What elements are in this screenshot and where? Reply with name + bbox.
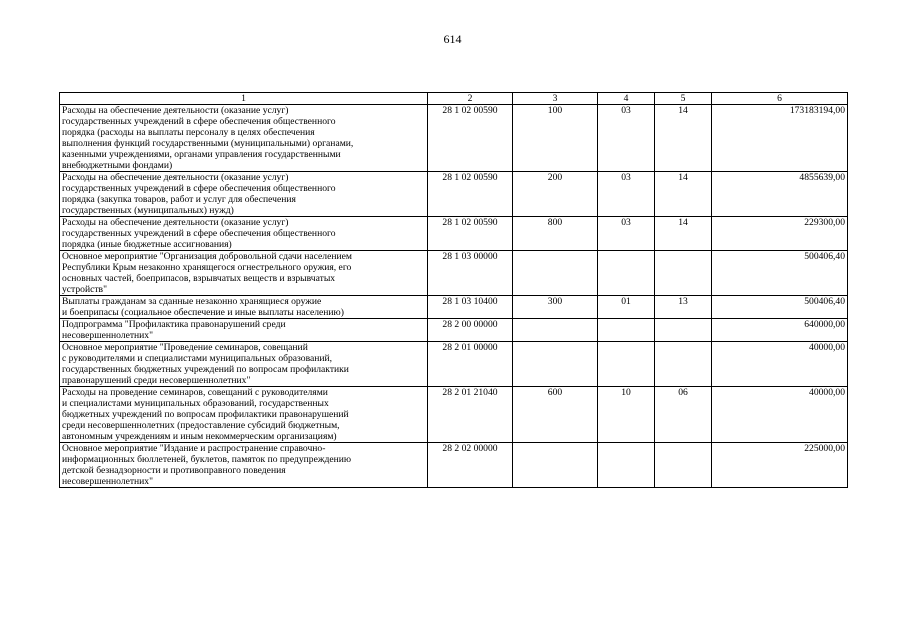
amount: 229300,00 xyxy=(712,217,848,251)
expense-type-code: 100 xyxy=(513,105,598,172)
subsection-code: 13 xyxy=(655,296,712,319)
column-header: 1 xyxy=(60,93,428,105)
amount: 640000,00 xyxy=(712,319,848,342)
expense-type-code: 300 xyxy=(513,296,598,319)
row-description: Подпрограмма "Профилактика правонарушений среди несовершеннолетних" xyxy=(60,319,428,342)
amount: 40000,00 xyxy=(712,387,848,443)
amount: 225000,00 xyxy=(712,443,848,488)
target-article-code: 28 2 00 00000 xyxy=(428,319,513,342)
target-article-code: 28 1 02 00590 xyxy=(428,105,513,172)
expense-type-code: 600 xyxy=(513,387,598,443)
section-code: 03 xyxy=(598,172,655,217)
section-code xyxy=(598,342,655,387)
header-row xyxy=(60,93,848,105)
row-description: Основное мероприятие "Организация добровольной сдачи населением Республики Крым незаконно хранящегося огнестрельного оружия, его основных частей, боеприпасов, взрывчатых веществ и взрывчатых устройств" xyxy=(60,251,428,296)
row-description: Основное мероприятие "Издание и распространение справочно- информационных бюллетеней, буклетов, памяток по предупреждению детской безнадзорности и противоправного поведения несовершеннолетних" xyxy=(60,443,428,488)
expense-type-code xyxy=(513,251,598,296)
section-code xyxy=(598,319,655,342)
target-article-code: 28 2 01 21040 xyxy=(428,387,513,443)
section-code: 01 xyxy=(598,296,655,319)
table-row xyxy=(60,105,848,172)
section-code: 03 xyxy=(598,217,655,251)
subsection-code xyxy=(655,319,712,342)
section-code: 03 xyxy=(598,105,655,172)
expense-type-code xyxy=(513,443,598,488)
table-row xyxy=(60,251,848,296)
page-number: 614 xyxy=(443,32,462,46)
expense-type-code: 200 xyxy=(513,172,598,217)
subsection-code xyxy=(655,251,712,296)
column-header: 2 xyxy=(428,93,513,105)
expense-type-code xyxy=(513,342,598,387)
target-article-code: 28 2 01 00000 xyxy=(428,342,513,387)
amount: 4855639,00 xyxy=(712,172,848,217)
subsection-code: 14 xyxy=(655,105,712,172)
subsection-code: 14 xyxy=(655,172,712,217)
row-description: Расходы на обеспечение деятельности (оказание услуг) государственных учреждений в сфере обеспечения общественного порядка (расходы на выплаты персоналу в целях обеспечения выполнения функций государственными (муниципальными) органами, казенными учреждениями, органами управления государственными внебюджетными фондами) xyxy=(60,105,428,172)
column-header: 6 xyxy=(712,93,848,105)
table-row xyxy=(60,172,848,217)
row-description: Основное мероприятие "Проведение семинаров, совещаний с руководителями и специалистами муниципальных образований, государственных бюджетных учреждений по вопросам профилактики правонарушений среди несовершеннолетних" xyxy=(60,342,428,387)
section-code xyxy=(598,251,655,296)
row-description: Расходы на проведение семинаров, совещаний с руководителями и специалистами муниципальных образований, государственных бюджетных учреждений по вопросам профилактики правонарушений среди несовершеннолетних (предоставление субсидий бюджетным, автономным учреждениям и иным некоммерческим организациям) xyxy=(60,387,428,443)
table-row xyxy=(60,342,848,387)
subsection-code: 14 xyxy=(655,217,712,251)
table-row xyxy=(60,387,848,443)
row-description: Расходы на обеспечение деятельности (оказание услуг) государственных учреждений в сфере обеспечения общественного порядка (закупка товаров, работ и услуг для обеспечения государственных (муниципальных) нужд) xyxy=(60,172,428,217)
amount: 40000,00 xyxy=(712,342,848,387)
amount: 500406,40 xyxy=(712,251,848,296)
row-description: Выплаты гражданам за сданные незаконно хранящиеся оружие и боеприпасы (социальное обеспечение и иные выплаты населению) xyxy=(60,296,428,319)
target-article-code: 28 1 03 10400 xyxy=(428,296,513,319)
expense-type-code xyxy=(513,319,598,342)
column-header: 5 xyxy=(655,93,712,105)
subsection-code: 06 xyxy=(655,387,712,443)
table-row xyxy=(60,319,848,342)
section-code xyxy=(598,443,655,488)
target-article-code: 28 1 02 00590 xyxy=(428,217,513,251)
target-article-code: 28 1 03 00000 xyxy=(428,251,513,296)
table-row xyxy=(60,217,848,251)
section-code: 10 xyxy=(598,387,655,443)
expense-type-code: 800 xyxy=(513,217,598,251)
table-row xyxy=(60,296,848,319)
target-article-code: 28 2 02 00000 xyxy=(428,443,513,488)
amount: 500406,40 xyxy=(712,296,848,319)
budget-table xyxy=(59,92,848,488)
column-header: 3 xyxy=(513,93,598,105)
subsection-code xyxy=(655,342,712,387)
target-article-code: 28 1 02 00590 xyxy=(428,172,513,217)
row-description: Расходы на обеспечение деятельности (оказание услуг) государственных учреждений в сфере обеспечения общественного порядка (иные бюджетные ассигнования) xyxy=(60,217,428,251)
amount: 173183194,00 xyxy=(712,105,848,172)
subsection-code xyxy=(655,443,712,488)
column-header: 4 xyxy=(598,93,655,105)
table-row xyxy=(60,443,848,488)
